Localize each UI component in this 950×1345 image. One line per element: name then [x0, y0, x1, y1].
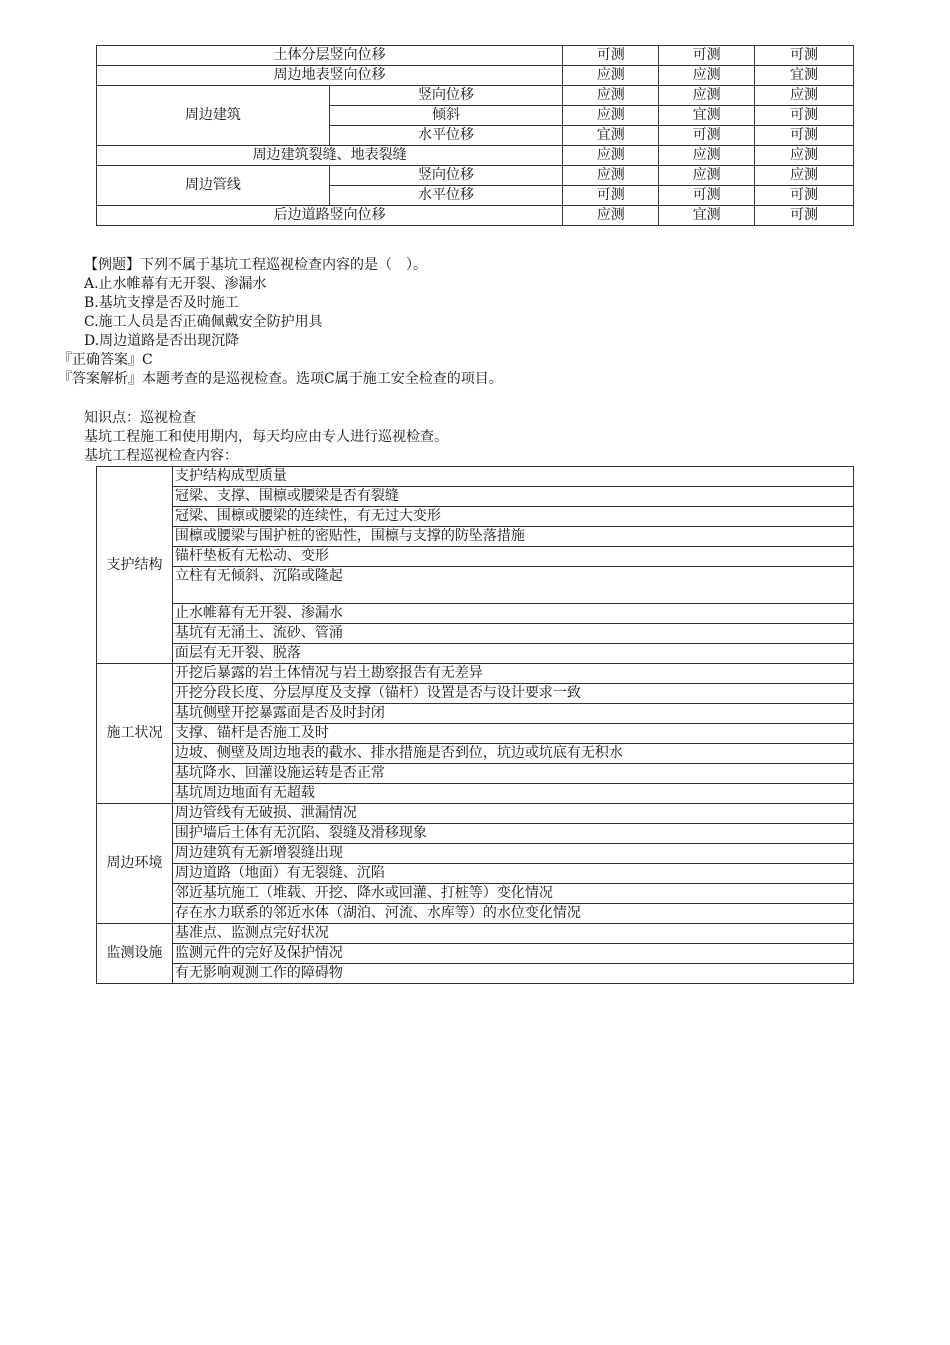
table-row [97, 844, 854, 864]
monitor-item: 周边地表竖向位移 [97, 66, 563, 86]
inspection-item: 支护结构成型质量 [172, 467, 853, 487]
monitor-item: 后边道路竖向位移 [97, 206, 563, 226]
monitor-item: 周边建筑 [97, 86, 330, 146]
table-row [97, 684, 854, 704]
monitor-subitem: 水平位移 [329, 186, 563, 206]
monitor-item: 周边管线 [97, 166, 330, 206]
grade-cell: 应测 [755, 166, 854, 186]
option-d: D.周边道路是否出现沉降 [84, 333, 240, 349]
monitor-item: 周边建筑裂缝、地表裂缝 [97, 146, 563, 166]
inspection-item: 止水帷幕有无开裂、渗漏水 [172, 604, 853, 624]
grade-cell: 可测 [659, 46, 755, 66]
knowledge-text: 基坑工程巡视检查内容： [84, 448, 238, 464]
grade-cell: 宜测 [659, 106, 755, 126]
monitor-item: 土体分层竖向位移 [97, 46, 563, 66]
table-row [97, 547, 854, 567]
inspection-item: 邻近基坑施工（堆载、开挖、降水或回灌、打桩等）变化情况 [172, 884, 853, 904]
inspection-item: 冠梁、围檩或腰梁的连续性，有无过大变形 [172, 507, 853, 527]
grade-cell: 宜测 [659, 206, 755, 226]
table-row [97, 624, 854, 644]
grade-cell: 应测 [755, 146, 854, 166]
table-row [97, 644, 854, 664]
grade-cell: 可测 [659, 186, 755, 206]
monitor-subitem: 竖向位移 [329, 166, 563, 186]
inspection-item: 周边建筑有无新增裂缝出现 [172, 844, 853, 864]
inspection-item: 存在水力联系的邻近水体（湖泊、河流、水库等）的水位变化情况 [172, 904, 853, 924]
table-row [97, 507, 854, 527]
category-cell: 施工状况 [97, 664, 173, 804]
category-cell: 支护结构 [97, 467, 173, 664]
knowledge-title: 知识点：巡视检查 [84, 410, 196, 426]
table-row [97, 166, 854, 186]
grade-cell: 应测 [563, 146, 659, 166]
table-row [97, 664, 854, 684]
inspection-item: 周边道路（地面）有无裂缝、沉陷 [172, 864, 853, 884]
table-row [97, 764, 854, 784]
table-row [97, 804, 854, 824]
inspection-item: 锚杆垫板有无松动、变形 [172, 547, 853, 567]
inspection-item: 开挖后暴露的岩土体情况与岩土勘察报告有无差异 [172, 664, 853, 684]
inspection-item: 有无影响观测工作的障碍物 [172, 964, 853, 984]
grade-cell: 应测 [563, 86, 659, 106]
inspection-item: 面层有无开裂、脱落 [172, 644, 853, 664]
table-row [97, 567, 854, 604]
inspection-item: 基坑降水、回灌设施运转是否正常 [172, 764, 853, 784]
option-b: B.基坑支撑是否及时施工 [84, 295, 239, 311]
option-a: A.止水帷幕有无开裂、渗漏水 [84, 276, 267, 292]
grade-cell: 可测 [755, 186, 854, 206]
grade-cell: 应测 [755, 86, 854, 106]
table-row [97, 487, 854, 507]
grade-cell: 应测 [659, 166, 755, 186]
answer-analysis: 『答案解析』本题考查的是巡视检查。选项C属于施工安全检查的项目。 [58, 371, 503, 387]
inspection-item: 围檩或腰梁与围护桩的密贴性，围檩与支撑的防坠落措施 [172, 527, 853, 547]
inspection-item: 基准点、监测点完好状况 [172, 924, 853, 944]
inspection-item: 支撑、锚杆是否施工及时 [172, 724, 853, 744]
table-row [97, 146, 854, 166]
grade-cell: 应测 [563, 206, 659, 226]
monitor-subitem: 竖向位移 [329, 86, 563, 106]
inspection-item: 监测元件的完好及保护情况 [172, 944, 853, 964]
monitoring-table [96, 45, 854, 226]
table-row [97, 744, 854, 764]
grade-cell: 应测 [659, 86, 755, 106]
table-row [97, 86, 854, 106]
inspection-item: 周边管线有无破损、泄漏情况 [172, 804, 853, 824]
inspection-item: 围护墙后土体有无沉陷、裂缝及滑移现象 [172, 824, 853, 844]
table-row [97, 704, 854, 724]
table-row [97, 904, 854, 924]
table-row [97, 924, 854, 944]
grade-cell: 可测 [659, 126, 755, 146]
monitor-subitem: 水平位移 [329, 126, 563, 146]
grade-cell: 可测 [563, 46, 659, 66]
grade-cell: 可测 [755, 46, 854, 66]
inspection-item: 基坑周边地面有无超载 [172, 784, 853, 804]
inspection-item: 边坡、侧壁及周边地表的截水、排水措施是否到位，坑边或坑底有无积水 [172, 744, 853, 764]
grade-cell: 应测 [659, 66, 755, 86]
inspection-table [96, 466, 854, 984]
table-row [97, 66, 854, 86]
table-row [97, 604, 854, 624]
inspection-item: 基坑侧壁开挖暴露面是否及时封闭 [172, 704, 853, 724]
grade-cell: 宜测 [563, 126, 659, 146]
inspection-item: 开挖分段长度、分层厚度及支撑（锚杆）设置是否与设计要求一致 [172, 684, 853, 704]
monitor-subitem: 倾斜 [329, 106, 563, 126]
grade-cell: 可测 [563, 186, 659, 206]
option-c: C.施工人员是否正确佩戴安全防护用具 [84, 314, 323, 330]
grade-cell: 可测 [755, 126, 854, 146]
grade-cell: 可测 [755, 106, 854, 126]
table-row [97, 467, 854, 487]
table-row [97, 784, 854, 804]
category-cell: 周边环境 [97, 804, 173, 924]
table-row [97, 964, 854, 984]
table-row [97, 884, 854, 904]
inspection-item: 基坑有无涌土、流砂、管涌 [172, 624, 853, 644]
table-row [97, 527, 854, 547]
inspection-item: 冠梁、支撑、围檩或腰梁是否有裂缝 [172, 487, 853, 507]
table-row [97, 864, 854, 884]
example-question: 【例题】下列不属于基坑工程巡视检查内容的是（ ）。 [84, 257, 427, 273]
grade-cell: 宜测 [755, 66, 854, 86]
table-row [97, 724, 854, 744]
grade-cell: 应测 [563, 166, 659, 186]
category-cell: 监测设施 [97, 924, 173, 984]
table-row [97, 944, 854, 964]
grade-cell: 应测 [563, 106, 659, 126]
table-row [97, 46, 854, 66]
grade-cell: 应测 [563, 66, 659, 86]
table-row [97, 824, 854, 844]
inspection-item: 立柱有无倾斜、沉陷或隆起 [172, 567, 853, 604]
grade-cell: 可测 [755, 206, 854, 226]
correct-answer: 『正确答案』C [58, 352, 153, 368]
knowledge-text: 基坑工程施工和使用期内，每天均应由专人进行巡视检查。 [84, 429, 448, 445]
table-row [97, 206, 854, 226]
grade-cell: 应测 [659, 146, 755, 166]
